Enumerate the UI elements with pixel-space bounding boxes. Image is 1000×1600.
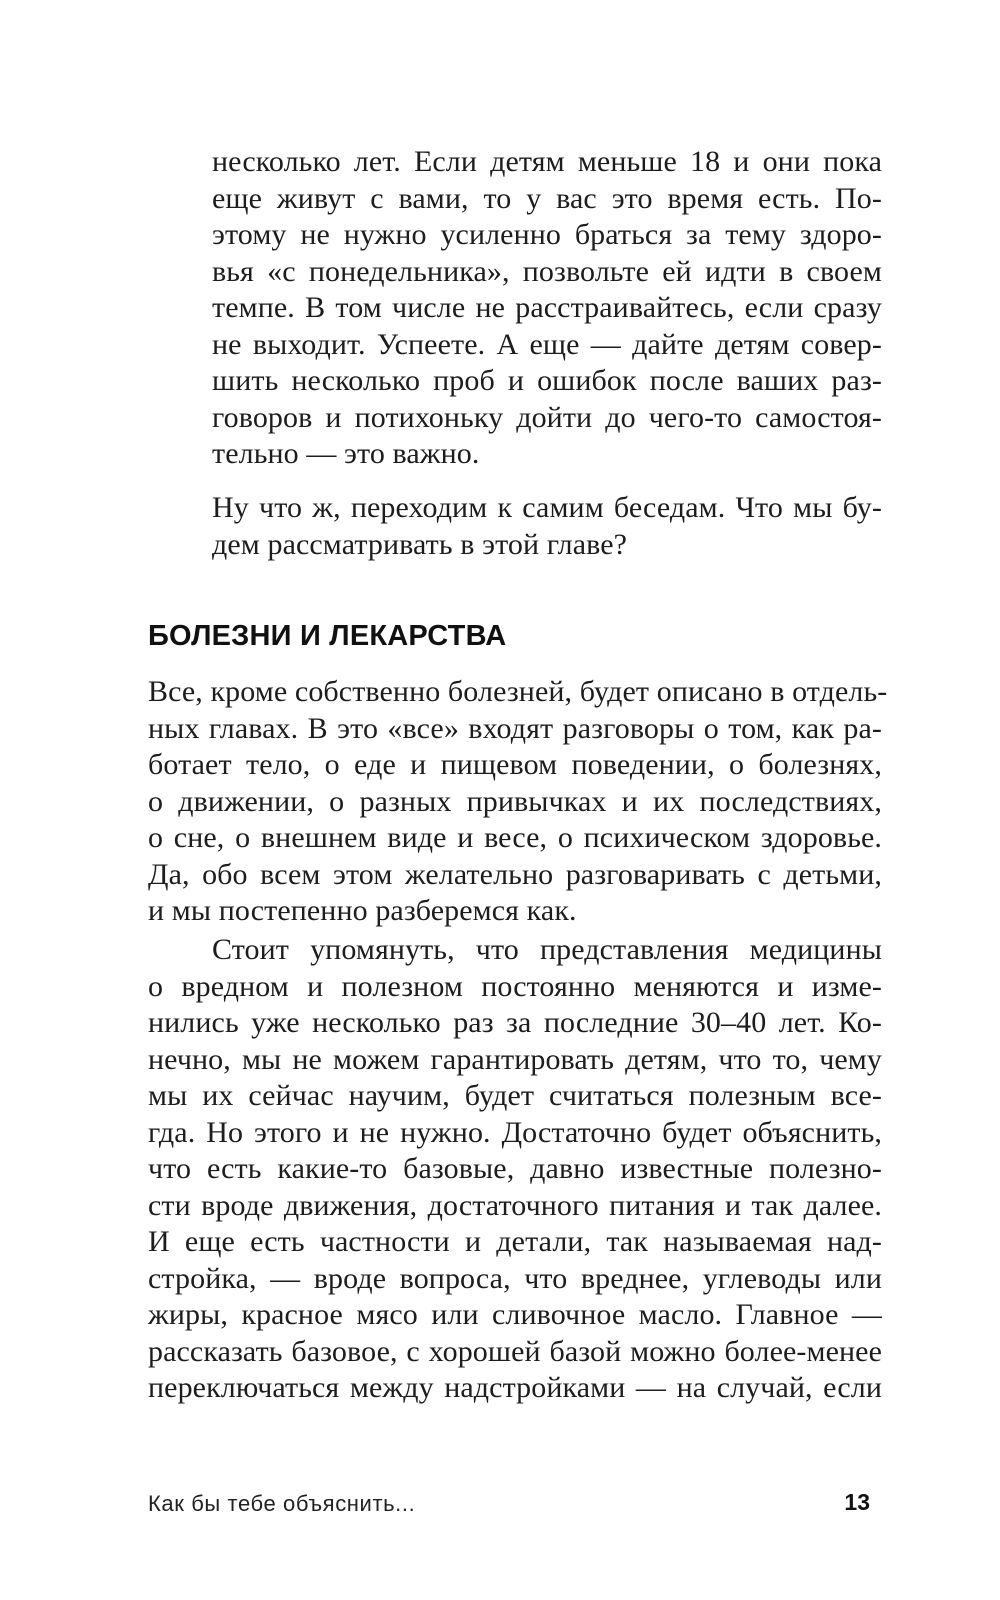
text-line: Да, обо всем этом желательно разговаривать с детьми,: [148, 857, 882, 891]
text-line: И еще есть частности и детали, так называемая над-: [148, 1225, 882, 1258]
text-line: темпе. В том числе не расстраивайтесь, если сразу: [212, 291, 882, 324]
text-line: что есть какие-то базовые, давно известные полезно-: [148, 1152, 882, 1185]
page-number: 13: [844, 1489, 870, 1515]
paragraph-intro-continued: [212, 144, 882, 473]
text-line: ных главах. В это «все» входят разговоры о том, как ра-: [148, 711, 882, 745]
text-line: гда. Но этого и не нужно. Достаточно будет объяснить,: [148, 1115, 882, 1149]
text-line: дем рассматривать в этой главе?: [212, 527, 628, 561]
text-line: о сне, о внешнем виде и весе, о психическом здоровье.: [148, 821, 882, 854]
text-line: несколько лет. Если детям меньше 18 и они пока: [212, 145, 882, 178]
text-line: еще живут с вами, то у вас это время есть. По-: [212, 181, 882, 215]
text-line: переключаться между надстройками — на случай, если: [148, 1371, 882, 1404]
text-line: нились уже несколько раз за последние 30–40 лет. Ко-: [148, 1006, 882, 1039]
text-line: нечно, мы не можем гарантировать детям, что то, чему: [148, 1042, 882, 1076]
text-line: рассказать базовое, с хорошей базой можно более-менее: [148, 1334, 882, 1368]
text-line: не выходит. Успеете. А еще — дайте детям совер-: [212, 327, 882, 361]
text-line: жиры, красное мясо или сливочное масло. Главное —: [148, 1298, 882, 1331]
footer-book-title: Как бы тебе объяснить...: [148, 1491, 416, 1516]
text-line: мы их сейчас научим, будет считаться полезным все-: [148, 1079, 882, 1112]
text-line: говоров и потихоньку дойти до чего-то самостоя-: [212, 400, 882, 434]
text-line: Все, кроме собственно болезней, будет описано в отдель-: [148, 675, 888, 708]
text-line: Ну что ж, переходим к самим беседам. Что мы бу-: [212, 491, 882, 524]
text-line: о движении, о разных привычках и их последствиях,: [148, 784, 882, 818]
text-line: шить несколько проб и ошибок после ваших раз-: [212, 364, 882, 397]
text-line: тельно — это важно.: [212, 437, 480, 470]
paragraph-transition: [212, 490, 882, 563]
text-line: и мы постепенно разберемся как.: [148, 894, 577, 927]
section-heading: БОЛЕЗНИ И ЛЕКАРСТВА: [148, 620, 507, 652]
text-line: вья «с понедельника», позвольте ей идти в своем: [212, 254, 882, 288]
paragraph-diseases-1: [148, 674, 888, 930]
text-line: сти вроде движения, достаточного питания и так далее.: [148, 1188, 882, 1222]
text-line: Стоит упомянуть, что представления медицины: [212, 933, 882, 966]
text-line: этому не нужно усиленно браться за тему здоро-: [212, 218, 882, 251]
text-line: ботает тело, о еде и пищевом поведении, о болезнях,: [148, 748, 882, 781]
text-line: стройка, — вроде вопроса, что вреднее, углеводы или: [148, 1261, 882, 1295]
paragraph-diseases-2: [148, 932, 882, 1407]
text-line: о вредном и полезном постоянно меняются и изме-: [148, 969, 882, 1003]
